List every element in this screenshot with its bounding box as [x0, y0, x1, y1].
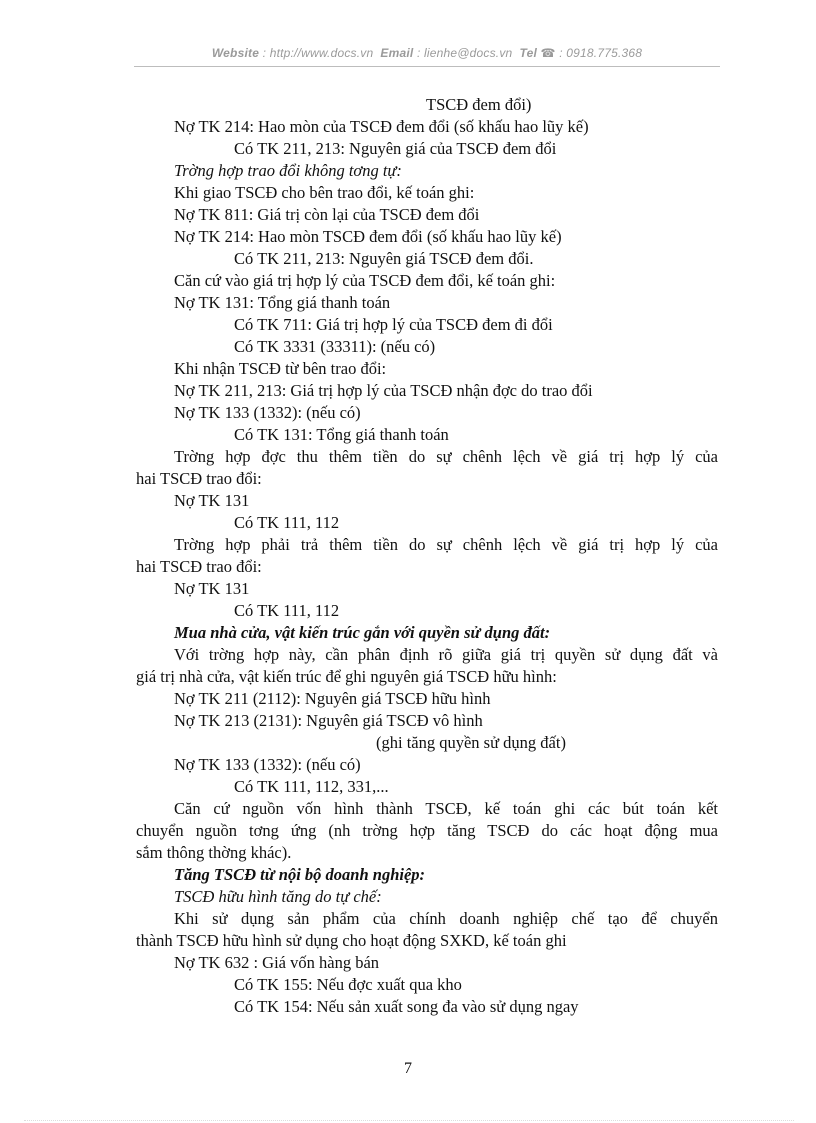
website-value: : http://www.docs.vn	[262, 46, 374, 60]
text-line: Với trờng hợp này, cần phân định rõ giữa giá trị quyền sử dụng đất và	[174, 645, 718, 664]
text-line: Khi sử dụng sản phẩm của chính doanh nghiệp chế tạo để chuyển	[174, 909, 718, 928]
text-line: Có TK 131: Tổng giá thanh toán	[234, 425, 449, 444]
text-line: Có TK 3331 (33311): (nếu có)	[234, 337, 436, 356]
tel-value: : 0918.775.368	[559, 46, 643, 60]
text-line: Nợ TK 632 : Giá vốn hàng bán	[174, 953, 380, 972]
text-line: (ghi tăng quyền sử dụng đất)	[376, 733, 566, 752]
text-line: Khi giao TSCĐ cho bên trao đổi, kế toán ghi:	[174, 183, 475, 202]
section-heading: Mua nhà cửa, vật kiến trúc gắn với quyền sử dụng đất:	[174, 623, 551, 642]
text-line: hai TSCĐ trao đổi:	[136, 469, 262, 488]
text-line: Nợ TK 133 (1332): (nếu có)	[174, 403, 361, 422]
email-value: : lienhe@docs.vn	[416, 46, 513, 60]
text-line: Có TK 155: Nếu đợc xuất qua kho	[234, 975, 462, 994]
text-line: Nợ TK 214: Hao mòn TSCĐ đem đổi (số khấu hao lũy kế)	[174, 227, 562, 246]
text-line: Nợ TK 213 (2131): Nguyên giá TSCĐ vô hình	[174, 711, 483, 730]
text-line: Khi nhận TSCĐ từ bên trao đổi:	[174, 359, 387, 378]
website-label: Website	[211, 46, 260, 60]
text-line: thành TSCĐ hữu hình sử dụng cho hoạt động SXKD, kế toán ghi	[136, 931, 567, 950]
text-line: Nợ TK 211, 213: Giá trị hợp lý của TSCĐ nhận đợc do trao đổi	[174, 381, 593, 400]
section-heading: Tăng TSCĐ từ nội bộ doanh nghiệp:	[174, 865, 426, 884]
text-line: Có TK 111, 112, 331,...	[234, 777, 389, 796]
text-line: Có TK 154: Nếu sản xuất song đa vào sử dụng ngay	[234, 997, 579, 1016]
text-line: Trờng hợp phải trả thêm tiền do sự chênh lệch về giá trị hợp lý của	[174, 535, 718, 554]
document-body	[136, 94, 718, 1018]
tel-label: Tel ☎	[519, 46, 556, 60]
text-line: Trờng hợp đợc thu thêm tiền do sự chênh lệch về giá trị hợp lý của	[174, 447, 718, 466]
header-divider	[134, 66, 720, 67]
text-line: chuyển nguồn tơng ứng (nh trờng hợp tăng TSCĐ do các hoạt động mua	[136, 821, 718, 840]
page-number: 7	[404, 1060, 412, 1077]
text-line: Nợ TK 131	[174, 491, 250, 510]
text-line: Có TK 211, 213: Nguyên giá TSCĐ đem đổi.	[234, 249, 534, 268]
text-line: Căn cứ vào giá trị hợp lý của TSCĐ đem đổi, kế toán ghi:	[174, 271, 556, 290]
text-line: Nợ TK 811: Giá trị còn lại của TSCĐ đem đổi	[174, 205, 480, 224]
section-subheading: Trờng hợp trao đổi không tơng tự:	[174, 161, 402, 180]
text-line: Nợ TK 131: Tổng giá thanh toán	[174, 293, 391, 312]
text-line: TSCĐ đem đổi)	[426, 95, 532, 114]
text-line: Nợ TK 131	[174, 579, 250, 598]
text-line: Có TK 111, 112	[234, 601, 340, 620]
text-line: Có TK 711: Giá trị hợp lý của TSCĐ đem đi đổi	[234, 315, 553, 334]
page-header	[134, 46, 720, 60]
text-line: sắm thông thờng khác).	[136, 843, 292, 862]
text-line: Có TK 211, 213: Nguyên giá của TSCĐ đem đổi	[234, 139, 557, 158]
text-line: Có TK 111, 112	[234, 513, 340, 532]
text-line: Căn cứ nguồn vốn hình thành TSCĐ, kế toán ghi các bút toán kết	[174, 799, 718, 818]
text-line: Nợ TK 133 (1332): (nếu có)	[174, 755, 361, 774]
text-line: giá trị nhà cửa, vật kiến trúc để ghi nguyên giá TSCĐ hữu hình:	[136, 667, 557, 686]
section-subheading: TSCĐ hữu hình tăng do tự chế:	[174, 887, 382, 906]
page-bottom-border	[24, 1120, 794, 1121]
email-label: Email	[380, 46, 414, 60]
text-line: Nợ TK 211 (2112): Nguyên giá TSCĐ hữu hình	[174, 689, 491, 708]
text-line: Nợ TK 214: Hao mòn của TSCĐ đem đổi (số khấu hao lũy kế)	[174, 117, 589, 136]
text-line: hai TSCĐ trao đổi:	[136, 557, 262, 576]
